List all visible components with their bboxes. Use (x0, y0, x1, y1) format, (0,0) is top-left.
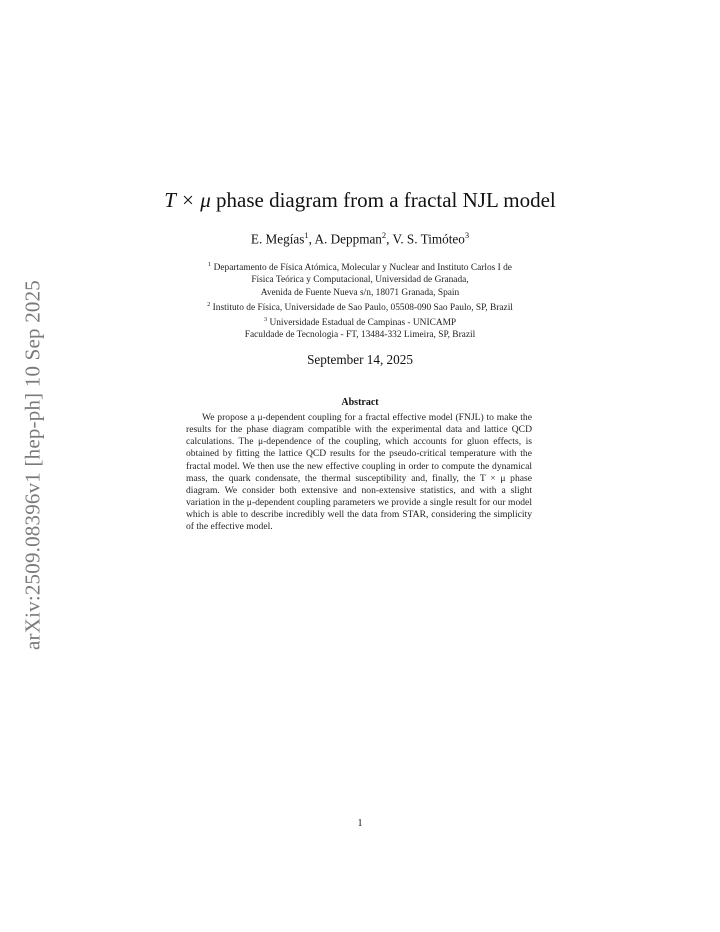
author-affiliation-mark: 2 (381, 230, 387, 240)
affiliation-line: Avenida de Fuente Nueva s/n, 18071 Granada, Spain (260, 287, 460, 298)
author-name: V. S. Timóteo (392, 231, 465, 247)
author-name: A. Deppman (314, 231, 382, 247)
affiliation-line (140, 259, 580, 274)
paper-date: September 14, 2025 (307, 352, 413, 367)
author-affiliation-mark: 1 (304, 230, 309, 240)
affiliation-line (140, 299, 580, 314)
author-affiliation-mark: 3 (464, 230, 470, 240)
affiliation-mark: 2 (207, 300, 211, 308)
affiliations (140, 259, 580, 342)
paper-title (0, 188, 720, 213)
arxiv-identifier-stamp: arXiv:2509.08396v1 [hep-ph] 10 Sep 2025 (20, 280, 45, 650)
affiliation-text: Instituto de Física, Universidade de Sao Paulo, 05508-090 Sao Paulo, SP, Brazil (210, 302, 513, 313)
affiliation-text: Departamento de Física Atómica, Molecular y Nuclear and Instituto Carlos I de (211, 263, 512, 274)
title-math: T × μ (164, 188, 211, 212)
affiliation-line: Faculdade de Tecnologia - FT, 13484-332 Limeira, SP, Brazil (244, 330, 476, 341)
affiliation-line: Física Teórica y Computacional, Universidad de Granada, (251, 275, 469, 286)
author-list: E. Megías$^1$, A. Deppman$^2$, V. S. Timóteo$^3$ (250, 230, 470, 247)
affiliation-line (140, 314, 580, 329)
abstract-heading: Abstract (341, 397, 379, 408)
affiliation-text: Universidade Estadual de Campinas - UNICAMP (267, 318, 457, 329)
page-number: 1 (357, 818, 363, 829)
title-text: phase diagram from a fractal NJL model (210, 188, 556, 212)
affiliation-mark: 1 (208, 261, 212, 268)
abstract-text: We propose a μ-dependent coupling for a fractal effective model (FNJL) to make the results for the phase diagram compatible with the experimental data and lattice QCD calculations. The μ-dependence of the coupling, which accounts for gluon effects, is obtained by fitting the lattice QCD results for the pseudo-critical temperature with the fractal model. We then use the new effective coupling in order to compute the dynamical mass, the quark condensate, the thermal susceptibility and, finally, the T × μ phase diagram. We consider both extensive and non-extensive statistics, and with a slight variation in the μ-dependent coupling parameters we provide a single result for our model which is able to describe incredibly well the data from STAR, considering the simplicity of the effective model. (186, 412, 532, 533)
affiliation-mark: 3 (263, 316, 268, 324)
author-name: E. Megías (250, 231, 305, 247)
abstract-body (186, 412, 532, 534)
